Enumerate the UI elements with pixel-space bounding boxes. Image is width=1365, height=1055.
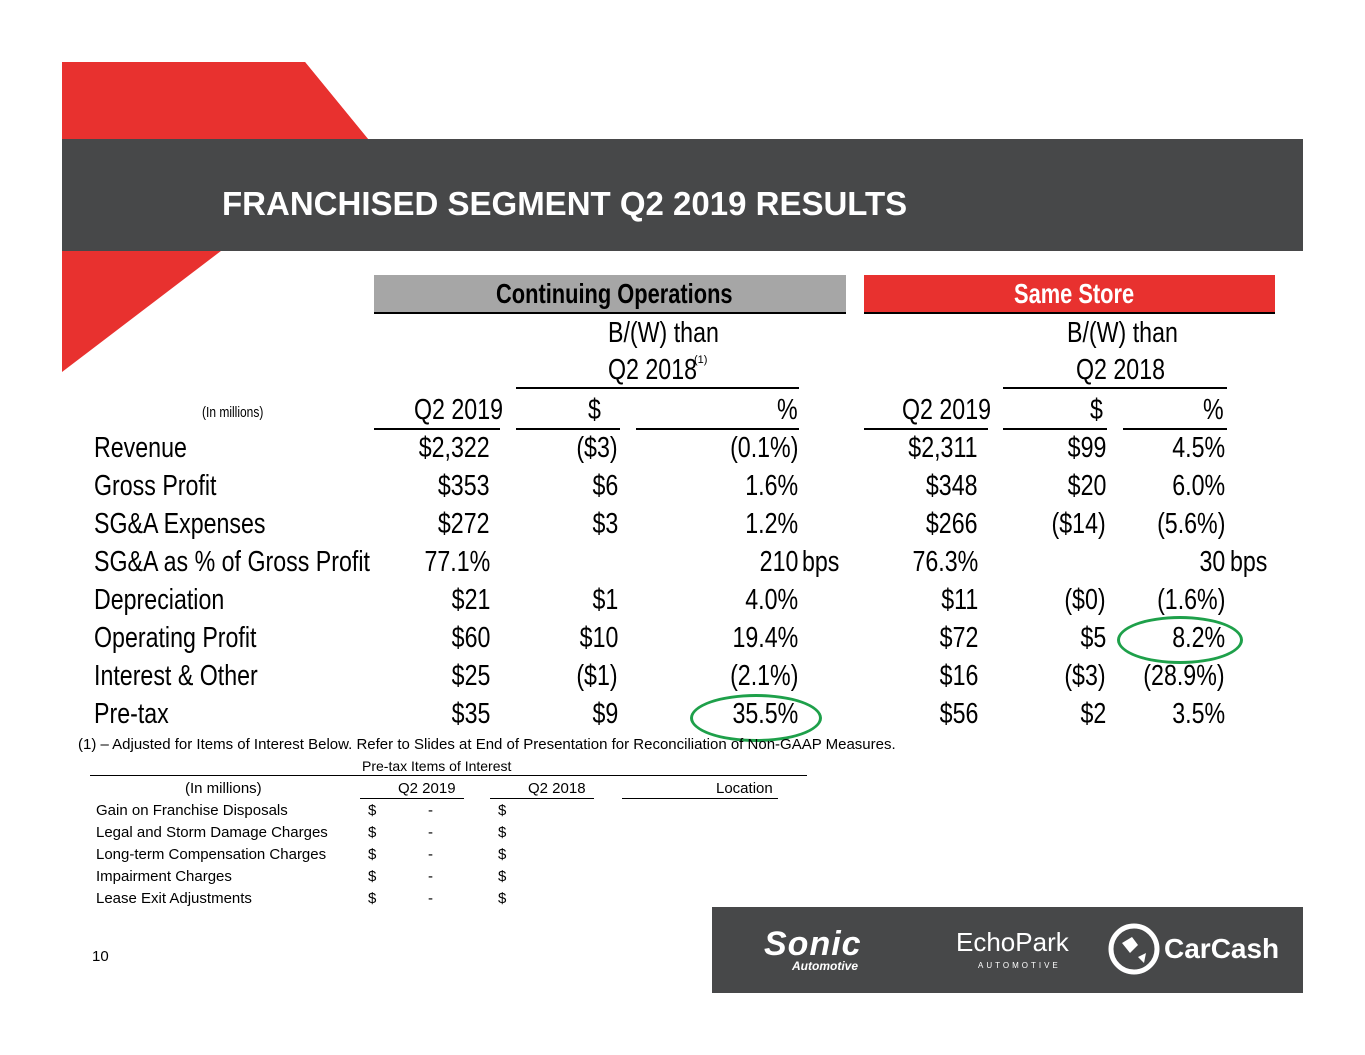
continuing-operations-label: Continuing Operations [496,278,733,309]
same-store-bw-underline [1003,387,1227,389]
cell-co-d: $10 [579,622,618,654]
cell-co-p: 19.4% [732,622,798,654]
row-label: Revenue [94,432,187,464]
cell-co-q2: $21 [451,584,490,616]
items-row-label: Gain on Franchise Disposals [96,802,288,819]
cell-co-q2: $353 [438,470,490,502]
cell-ss-d: $2 [1080,698,1106,730]
cell-co-d: $1 [592,584,618,616]
items-row-currency-2019: $ [368,824,377,841]
highlight-ring-continuing-pretax [690,694,822,742]
cell-ss-p: 6.0% [1172,470,1225,502]
cell-ss-d: $5 [1080,622,1106,654]
cell-co-p: (0.1%) [729,432,798,464]
cell-ss-p: 8.2% [1172,622,1225,654]
cell-co-q2: $25 [451,660,490,692]
sonic-automotive-logo [764,925,912,973]
continuing-bw-than: B/(W) than [608,317,719,349]
items-table-top-rule [90,775,807,776]
cell-co-p: 1.2% [745,508,798,540]
echopark-logo [956,927,1086,975]
page-number: 10 [92,948,109,965]
carcash-logo [1108,923,1288,977]
cell-ss-d: ($14) [1051,508,1106,540]
cell-co-q2: $60 [451,622,490,654]
cell-ss-q2: $348 [926,470,978,502]
cell-co-p: 4.0% [745,584,798,616]
items-header-rule-2 [490,798,594,799]
items-row-q2-2019: - [428,868,433,885]
cell-co-p: 1.6% [745,470,798,502]
echopark-logo-wordmark: EchoPark [956,927,1069,957]
continuing-q2-2018: Q2 2018 [608,354,698,386]
items-table-caption: Pre-tax Items of Interest [362,758,512,774]
same-store-header-underline [864,312,1275,314]
continuing-bw-underline [516,387,799,389]
items-row-currency-2018: $ [498,824,507,841]
cell-ss-d: ($3) [1064,660,1106,692]
items-row-currency-2018: $ [498,890,507,907]
items-row-currency-2018: $ [498,802,507,819]
cell-ss-q2: $72 [939,622,978,654]
same-store-bw-than: B/(W) than [1067,317,1178,349]
brand-logos-bar [712,907,1303,993]
footnote-marker: (1) [694,354,708,366]
col-underline-ss-percent [1123,428,1227,430]
cell-co-d: $3 [592,508,618,540]
items-header-rule-3 [622,798,778,799]
same-store-label: Same Store [1014,278,1135,309]
cell-co-p: 210 [759,546,798,578]
items-row-label: Legal and Storm Damage Charges [96,824,328,841]
col-underline-co-dollar [516,428,620,430]
cell-ss-unit: bps [1230,546,1268,578]
col-underline-co-q2 [374,428,500,430]
cell-ss-q2: 76.3% [912,546,978,578]
cell-co-q2: 77.1% [424,546,490,578]
cell-ss-q2: $266 [926,508,978,540]
items-row-currency-2018: $ [498,868,507,885]
cell-co-p: (2.1%) [729,660,798,692]
items-row-currency-2019: $ [368,846,377,863]
items-row-q2-2019: - [428,802,433,819]
row-label: Gross Profit [94,470,217,502]
items-row-currency-2019: $ [368,890,377,907]
cell-ss-p: (28.9%) [1143,660,1225,692]
row-label: Operating Profit [94,622,257,654]
sonic-logo-subtitle: Automotive [792,959,858,973]
footnote: (1) – Adjusted for Items of Interest Below. Refer to Slides at End of Presentation for Reconciliation of Non-GAAP Measures. [78,736,896,753]
cell-ss-p: (5.6%) [1156,508,1225,540]
items-header-label: (In millions) [185,780,262,797]
items-header-q2-2018: Q2 2018 [528,780,586,797]
col-underline-ss-q2 [864,428,988,430]
cell-co-d: $6 [592,470,618,502]
items-row-label: Long-term Compensation Charges [96,846,327,863]
cell-co-q2: $35 [451,698,490,730]
row-label: Pre-tax [94,698,169,730]
items-row-q2-2019: - [428,890,433,907]
cell-co-d: ($1) [576,660,618,692]
items-row-label: Lease Exit Adjustments [96,890,252,907]
cell-ss-q2: $2,311 [908,432,978,464]
cell-co-d: $9 [592,698,618,730]
same-store-q2-2018: Q2 2018 [1076,354,1166,386]
cell-ss-d: ($0) [1064,584,1106,616]
cell-ss-p: 30 [1199,546,1225,578]
cell-ss-q2: $16 [939,660,978,692]
page-title: FRANCHISED SEGMENT Q2 2019 RESULTS [222,185,908,222]
cell-ss-d: $20 [1067,470,1106,502]
col-header-co-q2-2019: Q2 2019 [414,394,504,426]
in-millions-label: (In millions) [202,404,264,421]
cell-co-unit: bps [802,546,840,578]
cell-ss-q2: $56 [939,698,978,730]
col-underline-ss-dollar [1003,428,1107,430]
col-header-co-dollar: $ [588,394,601,426]
col-underline-co-percent [636,428,799,430]
carcash-globe-icon [1108,923,1160,975]
items-header-location: Location [716,780,773,797]
items-row-q2-2019: - [428,846,433,863]
row-label: Depreciation [94,584,225,616]
cell-ss-p: 3.5% [1172,698,1225,730]
cell-co-d: ($3) [576,432,618,464]
row-label: SG&A as % of Gross Profit [94,546,370,578]
carcash-logo-wordmark: CarCash [1164,933,1280,964]
cell-co-q2: $272 [438,508,490,540]
items-row-currency-2019: $ [368,802,377,819]
items-header-rule-1 [360,798,464,799]
row-label: Interest & Other [94,660,258,692]
continuing-header-underline [374,312,846,314]
cell-ss-p: 4.5% [1172,432,1225,464]
row-label: SG&A Expenses [94,508,266,540]
col-header-ss-q2-2019: Q2 2019 [902,394,992,426]
cell-co-p: 35.5% [732,698,798,730]
col-header-co-percent: % [777,394,798,426]
cell-co-q2: $2,322 [419,432,490,464]
col-header-ss-dollar: $ [1090,394,1103,426]
items-row-currency-2019: $ [368,868,377,885]
col-header-ss-percent: % [1203,394,1224,426]
cell-ss-d: $99 [1067,432,1106,464]
sonic-logo-wordmark: Sonic [764,925,862,963]
items-row-label: Impairment Charges [96,868,232,885]
echopark-logo-subtitle: AUTOMOTIVE [978,961,1061,970]
items-row-currency-2018: $ [498,846,507,863]
items-header-q2-2019: Q2 2019 [398,780,456,797]
cell-ss-p: (1.6%) [1156,584,1225,616]
highlight-ring-same-store-operating-profit [1117,616,1243,664]
cell-ss-q2: $11 [941,584,978,616]
items-row-q2-2019: - [428,824,433,841]
